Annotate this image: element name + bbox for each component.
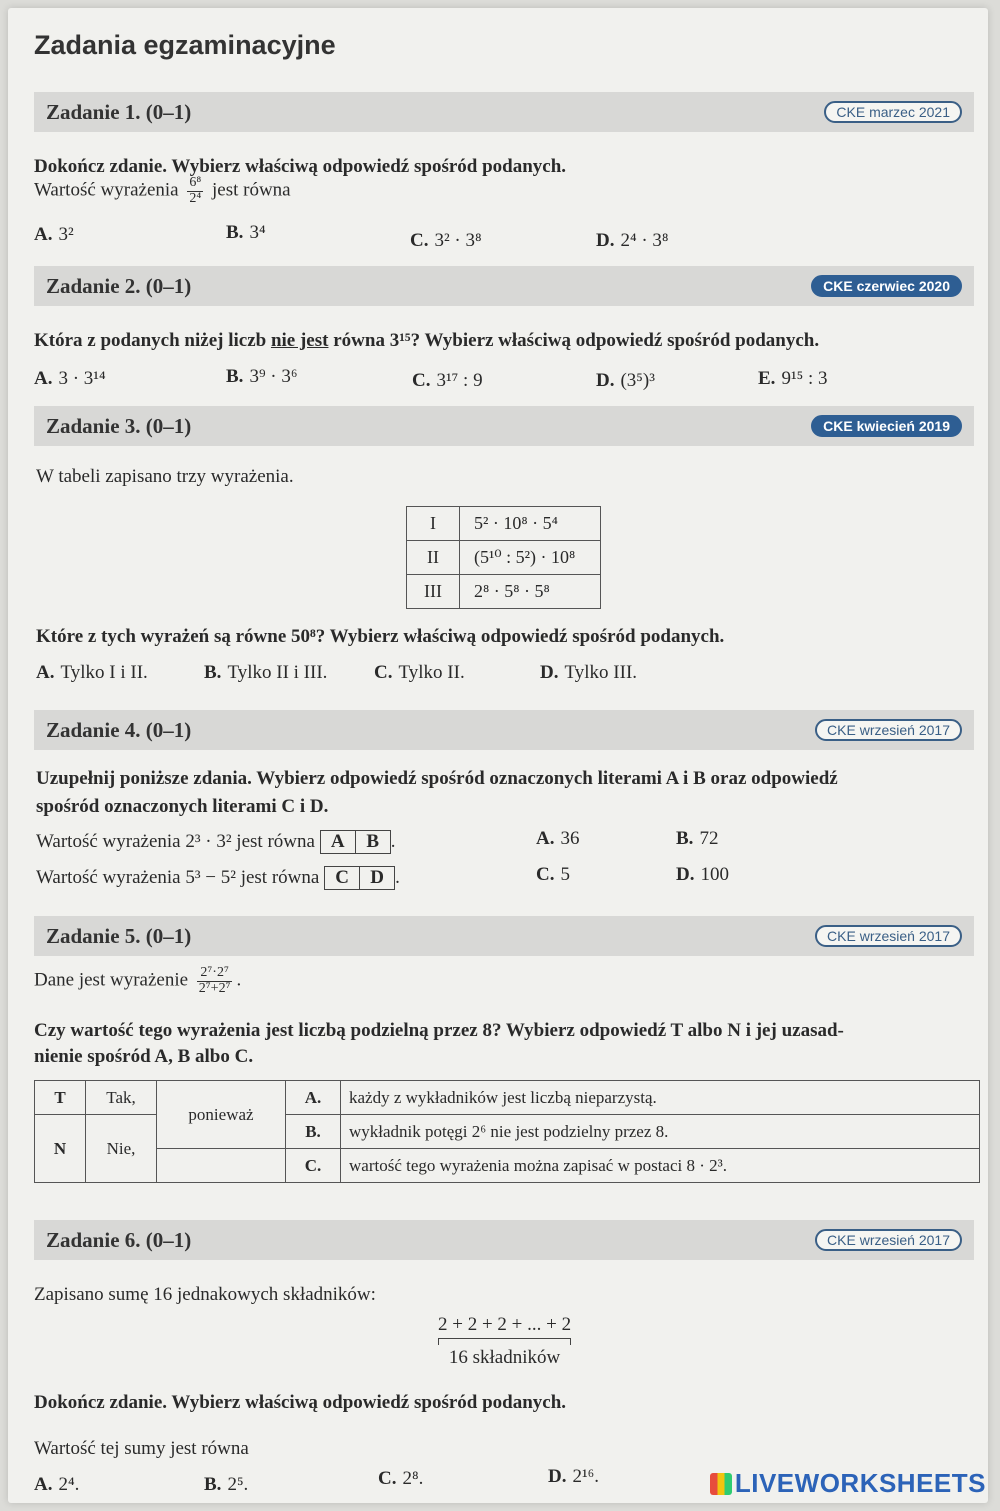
answer-text: 3 · 3¹⁴ (58, 368, 106, 389)
task-1-answer-d[interactable] (596, 230, 669, 252)
answer-text: 2⁴. (58, 1474, 80, 1495)
task-6-answer-a[interactable] (34, 1474, 79, 1496)
task-2-answer-b[interactable] (226, 366, 298, 388)
task-6-prompt: Wartość tej sumy jest równa (34, 1438, 249, 1459)
task-2-answer-a[interactable] (34, 368, 106, 390)
answer-letter: C. (374, 662, 393, 683)
task-6-answer-c[interactable] (378, 1468, 423, 1490)
task-3-answer-d[interactable] (540, 662, 637, 684)
answer-letter: A. (34, 224, 53, 245)
answer-letter: B. (204, 662, 222, 683)
task-1-prompt (34, 176, 291, 206)
task-4-sentence-1: Wartość wyrażenia 2³ · 3² jest równa A B . (36, 831, 396, 852)
task-1-title: Zadanie 1. (0–1) (46, 100, 192, 124)
task-5-source-badge: CKE wrzesień 2017 (815, 925, 962, 947)
task-2-question (34, 330, 819, 352)
answer-letter: D. (548, 1466, 567, 1487)
question-part: równa 3¹⁵? Wybierz właściwą odpowiedź spośród podanych. (333, 330, 820, 351)
answer-letter: C. (536, 864, 555, 885)
answer-letter: A. (36, 662, 55, 683)
answer-letter: B. (676, 828, 694, 849)
task-6-answer-b[interactable] (204, 1474, 248, 1496)
reason-b-text: wykładnik potęgi 2⁶ nie jest podzielny przez 8. (341, 1115, 980, 1149)
answer-text: 3⁴ (249, 222, 266, 243)
table-row (407, 575, 601, 609)
sum-brace (438, 1338, 571, 1345)
fraction-numerator: 2⁷·2⁷ (197, 966, 233, 982)
task-3-header (34, 406, 974, 446)
reason-b-letter[interactable]: B. (286, 1115, 341, 1149)
task-3-question: Które z tych wyrażeń są równe 50⁸? Wybierz właściwą odpowiedź spośród podanych. (36, 626, 725, 647)
answer-letter: D. (676, 864, 695, 885)
task-1-instruction: Dokończ zdanie. Wybierz właściwą odpowiedź spośród podanych. (34, 156, 567, 177)
row-id: II (407, 541, 460, 575)
task-4-instruction-line-1: Uzupełnij poniższe zdania. Wybierz odpowiedź spośród oznaczonych literami A i B oraz odpowiedź (36, 768, 838, 789)
liveworksheets-icon (710, 1473, 732, 1495)
task-4-instruction-line-2: spośród oznaczonych literami C i D. (36, 796, 329, 817)
task-2-answer-c[interactable] (412, 370, 483, 392)
prompt-text: Dane jest wyrażenie (34, 969, 189, 991)
task-6-source-badge: CKE wrzesień 2017 (815, 1229, 962, 1251)
answer-text: 36 (560, 828, 580, 849)
task-5-prompt: Dane jest wyrażenie $\frac{\text{2⁷·2⁷}}{\text{2⁷+2⁷}}$ . (34, 965, 242, 996)
task-5-title: Zadanie 5. (0–1) (46, 924, 192, 948)
answer-text: 3² (58, 224, 74, 245)
task-5-question-line-2: nienie spośród A, B albo C. (34, 1046, 254, 1067)
task-6-header (34, 1220, 974, 1260)
sentence-text: Wartość wyrażenia 2³ · 3² jest równa (36, 831, 315, 852)
answer-text: 2⁸. (402, 1468, 424, 1489)
table-row (407, 507, 601, 541)
answer-text: (3⁵)³ (620, 370, 655, 391)
task-6-title: Zadanie 6. (0–1) (46, 1228, 192, 1252)
fraction-denominator: 2⁷+2⁷ (198, 980, 231, 996)
answer-text: 100 (700, 864, 729, 885)
answer-box-ab[interactable] (320, 830, 391, 854)
question-part: Która z podanych niżej liczb (34, 330, 267, 351)
task-3-intro: W tabeli zapisano trzy wyrażenia. (36, 466, 294, 487)
sum-label: 16 składników (448, 1347, 561, 1368)
task-4-answer-c[interactable] (536, 864, 570, 886)
fraction-numerator: 6⁸ (189, 175, 202, 190)
answer-text: Tylko III. (564, 662, 638, 683)
task-3-answer-a[interactable] (36, 662, 148, 684)
task-4-header (34, 710, 974, 750)
answer-text: 9¹⁵ : 3 (781, 368, 828, 389)
answer-letter: D. (540, 662, 559, 683)
box-option-b[interactable]: B (355, 831, 390, 853)
box-option-c[interactable]: C (335, 867, 349, 888)
row-expression: (5¹⁰ : 5²) · 10⁸ (460, 541, 601, 575)
answer-text: Tylko II i III. (227, 662, 328, 683)
task-1-answer-b[interactable] (226, 222, 266, 244)
worksheet-page (8, 8, 988, 1503)
answer-letter: A. (536, 828, 555, 849)
row-expression: 2⁸ · 5⁸ · 5⁸ (460, 575, 601, 609)
answer-text: 3⁹ · 3⁶ (249, 366, 298, 387)
task-4-answer-a[interactable] (536, 828, 579, 850)
task-4-sentence-2: Wartość wyrażenia 5³ − 5² jest równa C D . (36, 867, 400, 888)
sum-expression: 2 + 2 + 2 + ... + 2 (438, 1314, 572, 1335)
task-1-answer-c[interactable] (410, 230, 482, 252)
fraction-denominator: 2⁴ (189, 190, 202, 206)
answer-text: Tylko II. (398, 662, 465, 683)
task-5-header (34, 916, 974, 956)
reason-c-text: wartość tego wyrażenia można zapisać w postaci 8 · 2³. (341, 1149, 980, 1183)
task-3-answer-b[interactable] (204, 662, 327, 684)
task-3-source-badge: CKE kwiecień 2019 (811, 415, 962, 437)
question-emphasis: nie jest (270, 330, 329, 351)
task-6-intro: Zapisano sumę 16 jednakowych składników: (34, 1284, 376, 1305)
answer-letter: D. (596, 230, 615, 251)
task-3-title: Zadanie 3. (0–1) (46, 414, 192, 438)
task-2-source-badge: CKE czerwiec 2020 (811, 275, 962, 297)
task-1-prompt-pre: Wartość wyrażenia (34, 179, 179, 201)
task-6-instruction: Dokończ zdanie. Wybierz właściwą odpowiedź spośród podanych. (34, 1392, 567, 1413)
answer-text: 2¹⁶. (572, 1466, 600, 1487)
task-4-answer-b[interactable] (676, 828, 718, 850)
task-2-header (34, 266, 974, 306)
answer-letter: A. (34, 1474, 53, 1495)
answer-letter: B. (226, 222, 244, 243)
task-6-sum (438, 1314, 571, 1369)
task-1-fraction (187, 176, 203, 206)
row-id: I (407, 507, 460, 541)
row-id: III (407, 575, 460, 609)
table-row (407, 541, 601, 575)
answer-letter: B. (226, 366, 244, 387)
answer-text: 3¹⁷ : 9 (436, 370, 483, 391)
option-n[interactable]: N (35, 1115, 86, 1183)
task-4-answer-d[interactable] (676, 864, 729, 886)
option-n-text: Nie, (86, 1115, 157, 1183)
answer-box-cd[interactable] (324, 866, 395, 890)
task-3-table (406, 506, 601, 609)
option-t[interactable]: T (35, 1081, 86, 1115)
task-2-title: Zadanie 2. (0–1) (46, 274, 192, 298)
task-5-question-line-1: Czy wartość tego wyrażenia jest liczbą podzielną przez 8? Wybierz odpowiedź T albo N i jej uzasad- (34, 1020, 844, 1041)
answer-letter: B. (204, 1474, 222, 1495)
answer-text: Tylko I i II. (60, 662, 148, 683)
option-t-text: Tak, (86, 1081, 157, 1115)
task-2-answer-d[interactable] (596, 370, 655, 392)
task-1-prompt-post: jest równa (211, 179, 291, 201)
sentence-text: Wartość wyrażenia 5³ − 5² jest równa (36, 867, 320, 888)
answer-text: 2⁵. (227, 1474, 249, 1495)
task-1-source-badge: CKE marzec 2021 (824, 101, 962, 123)
answer-letter: E. (758, 368, 776, 389)
task-4-source-badge: CKE wrzesień 2017 (815, 719, 962, 741)
answer-letter: C. (412, 370, 431, 391)
liveworksheets-logo (710, 1468, 986, 1499)
box-option-a[interactable]: A (330, 831, 345, 852)
task-2-answer-e[interactable] (758, 368, 828, 390)
watermark-text: LIVEWORKSHEETS (734, 1468, 986, 1498)
reason-a-letter[interactable]: A. (286, 1081, 341, 1115)
answer-text: 72 (699, 828, 719, 849)
answer-letter: D. (596, 370, 615, 391)
task-1-header (34, 92, 974, 132)
answer-letter: C. (378, 1468, 397, 1489)
task-3-answer-c[interactable] (374, 662, 465, 684)
answer-letter: C. (410, 230, 429, 251)
task-5-answer-table (34, 1080, 980, 1183)
task-5-fraction (197, 966, 233, 996)
task-4-title: Zadanie 4. (0–1) (46, 718, 192, 742)
answer-text: 5 (560, 864, 570, 885)
answer-letter: A. (34, 368, 53, 389)
row-expression: 5² · 10⁸ · 5⁴ (460, 507, 601, 541)
reason-c-letter[interactable]: C. (286, 1149, 341, 1183)
page-title: Zadania egzaminacyjne (34, 30, 336, 60)
answer-text: 2⁴ · 3⁸ (620, 230, 669, 251)
box-option-d[interactable]: D (359, 867, 394, 889)
because-label: ponieważ (157, 1081, 286, 1149)
task-1-answer-a[interactable] (34, 224, 74, 246)
task-6-answer-d[interactable] (548, 1466, 599, 1488)
reason-a-text: każdy z wykładników jest liczbą nieparzystą. (341, 1081, 980, 1115)
answer-text: 3² · 3⁸ (434, 230, 482, 251)
